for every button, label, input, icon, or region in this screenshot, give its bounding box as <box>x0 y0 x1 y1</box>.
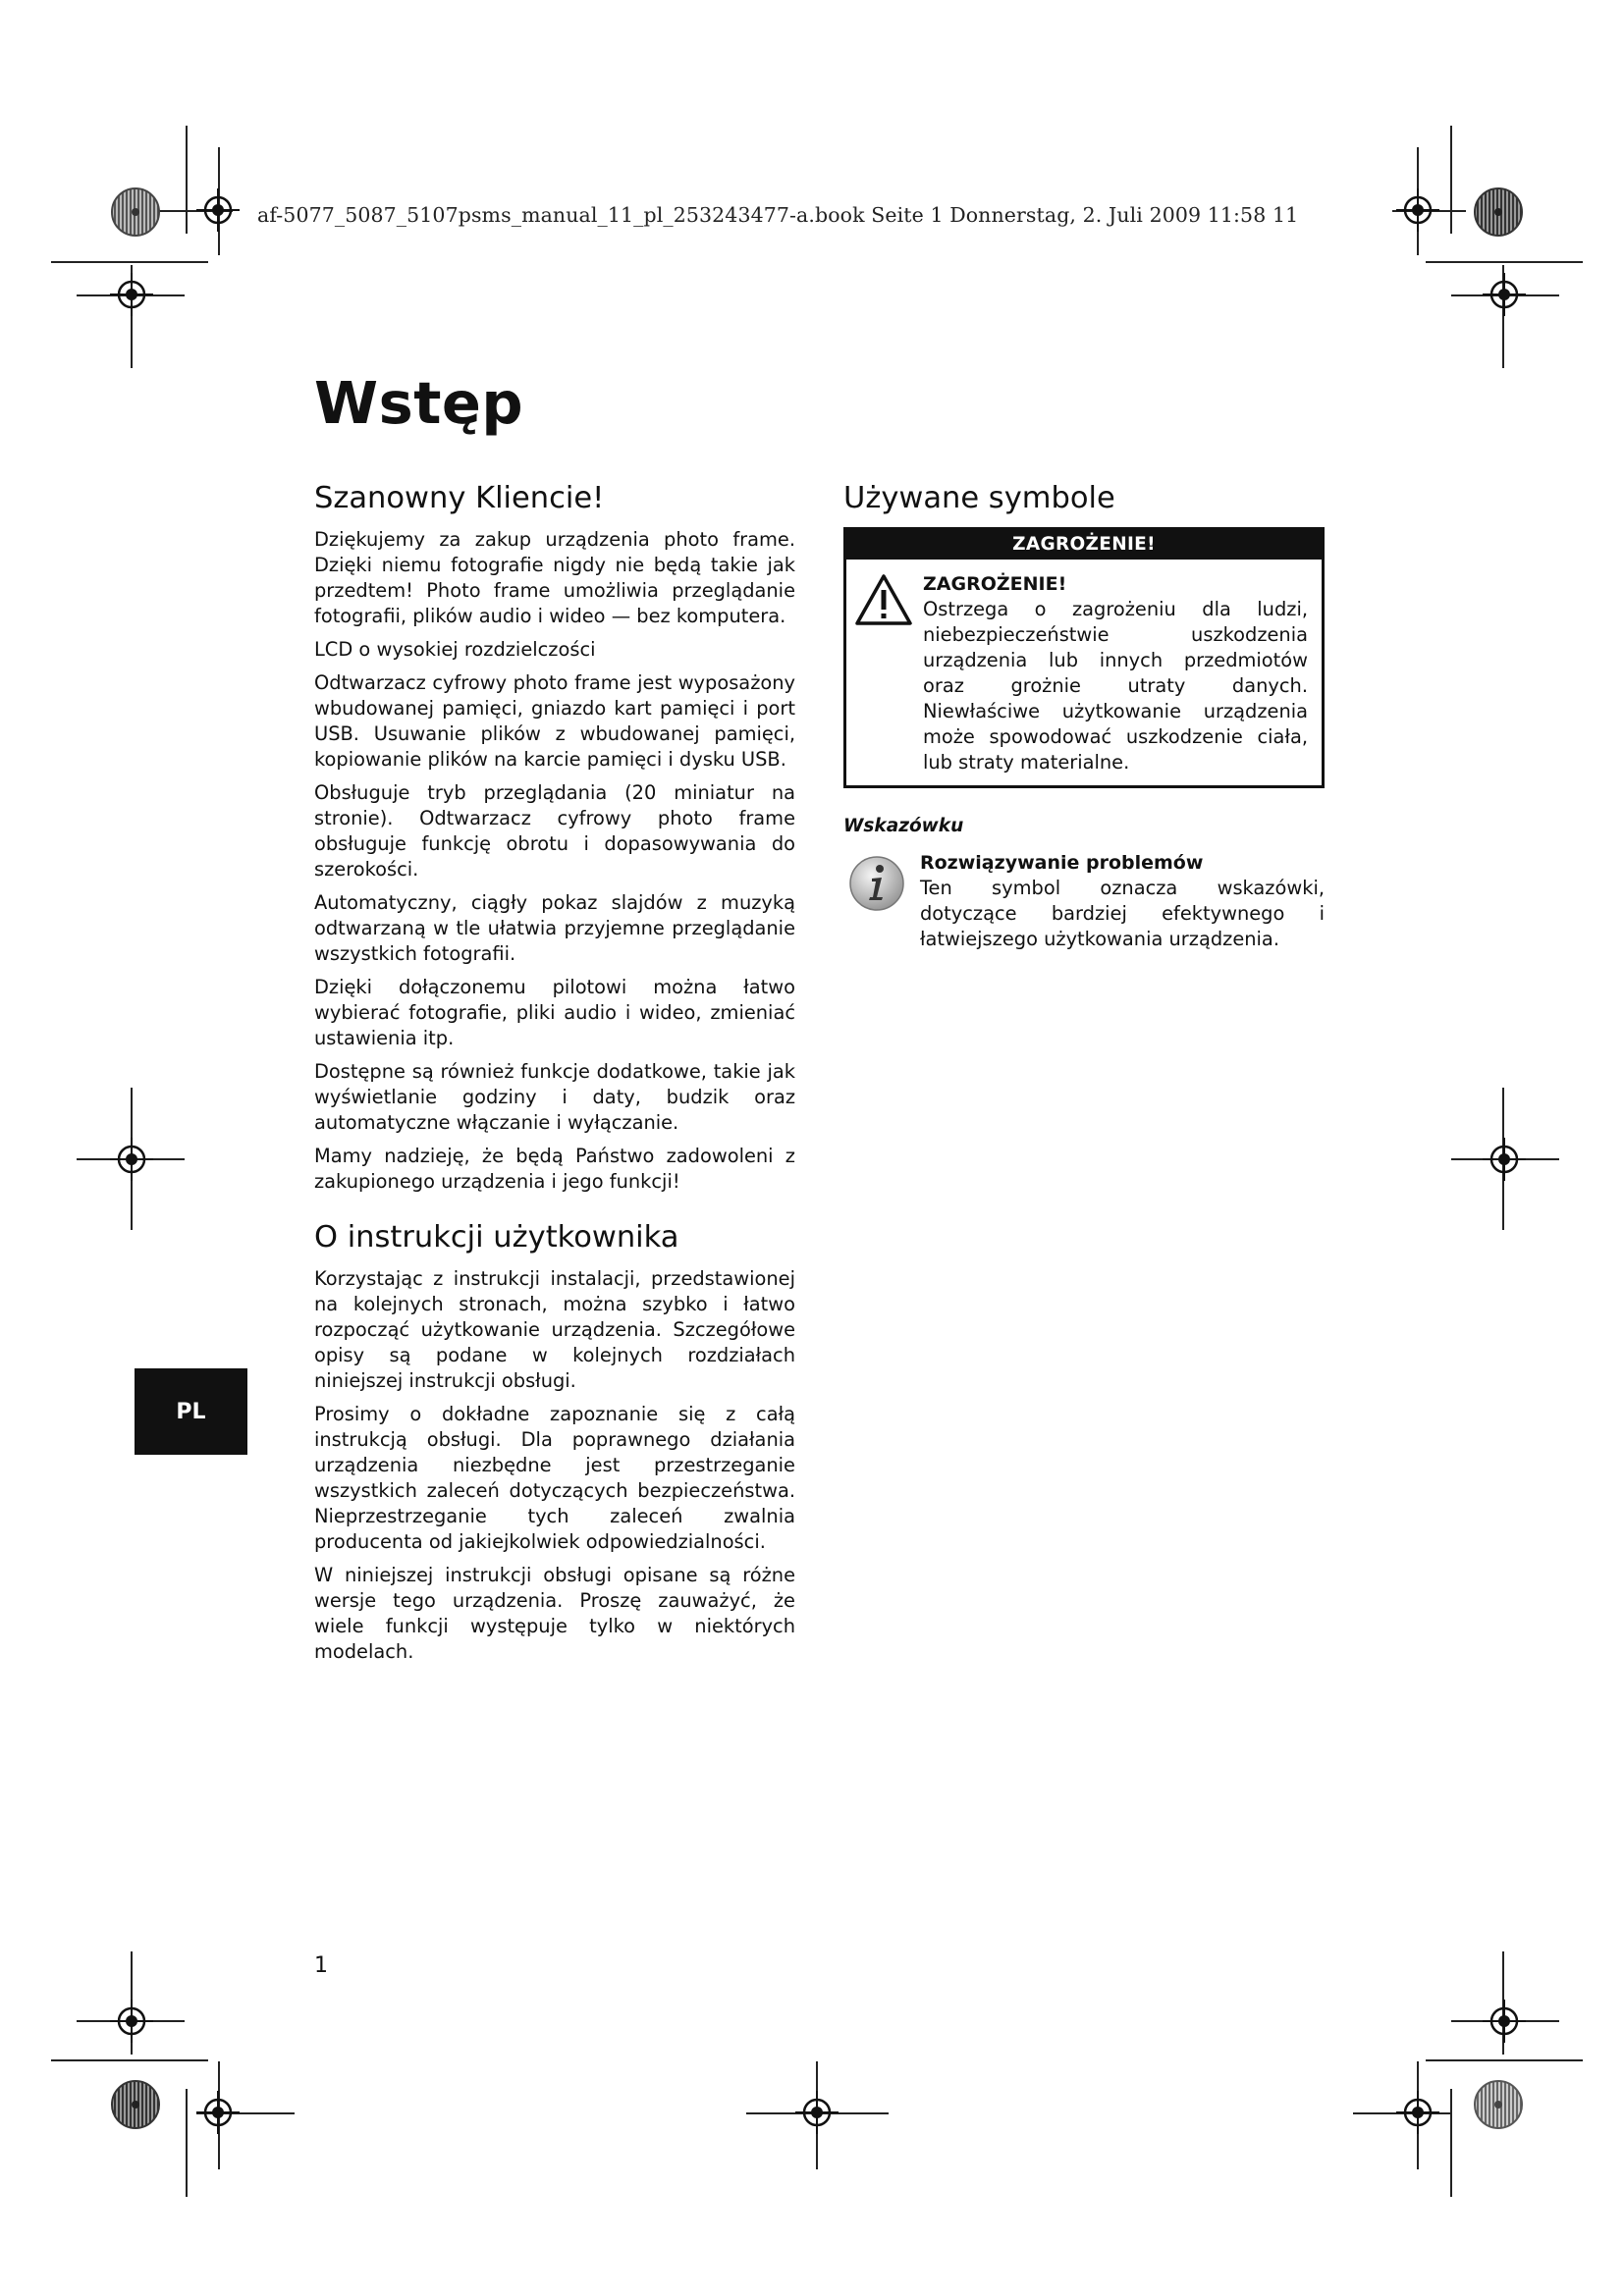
color-rosette-icon <box>110 2079 161 2130</box>
registration-mark-icon <box>110 1138 153 1181</box>
registration-mark-icon <box>1483 1138 1526 1181</box>
warning-bar: ZAGROŻENIE! <box>846 530 1322 560</box>
registration-mark-icon <box>196 2091 240 2134</box>
paragraph: Prosimy o dokładne zapoznanie się z całą instrukcją obsługi. Dla poprawnego działania urządzenia niezbędne jest przestrzeganie wszystkich zaleceń dotyczących bezpieczeństwa. Nieprzestrzeganie tych zaleceń zwalnia producenta od jakiejkolwiek odpowiedzialności. <box>314 1403 795 1553</box>
book-header: af-5077_5087_5107psms_manual_11_pl_253243477-a.book Seite 1 Donnerstag, 2. Juli 2009 11:58 11 <box>257 203 1299 227</box>
warning-title: ZAGROŻENIE! <box>923 573 1067 595</box>
section-heading: Używane symbole <box>843 481 1115 515</box>
right-column <box>843 481 1325 952</box>
registration-mark-icon <box>1396 2091 1439 2134</box>
color-rosette-icon <box>1473 2079 1524 2130</box>
paragraph: Dostępne są również funkcje dodatkowe, takie jak wyświetlanie godziny i daty, budzik oraz automatyczne włączanie i wyłączanie. <box>314 1060 795 1134</box>
section-heading: Szanowny Kliencie! <box>314 481 605 515</box>
page-number: 1 <box>314 1953 328 1978</box>
paragraph: Dzięki dołączonemu pilotowi można łatwo wybierać fotografie, pliki audio i wideo, zmieniać ustawienia itp. <box>314 976 795 1049</box>
page-title: Wstęp <box>314 369 524 437</box>
info-circle-icon <box>847 854 906 913</box>
paragraph: Obsługuje tryb przeglądania (20 miniatur na stronie). Odtwarzacz cyfrowy photo frame obsługuje funkcję obrotu i dopasowywania do szerokości. <box>314 781 795 881</box>
registration-mark-icon <box>1483 273 1526 316</box>
crop-mark <box>51 2059 208 2061</box>
left-column <box>314 481 795 1673</box>
paragraph: Dziękujemy za zakup urządzenia photo frame. Dzięki niemu fotografie nigdy nie będą takie jak przedtem! Photo frame umożliwia przeglądanie fotografii, plików audio i wideo — bez komputera. <box>314 528 795 627</box>
warning-body <box>846 560 1322 785</box>
paragraph: W niniejszej instrukcji obsługi opisane są różne wersje tego urządzenia. Proszę zauważyć, że wiele funkcji występuje tylko w niektórych modelach. <box>314 1564 795 1663</box>
language-tab: PL <box>135 1368 247 1455</box>
warning-triangle-icon <box>854 573 913 626</box>
warning-box <box>843 527 1325 788</box>
tip-title: Rozwiązywanie problemów <box>920 852 1204 874</box>
crop-mark <box>51 261 208 263</box>
paragraph: Odtwarzacz cyfrowy photo frame jest wyposażony wbudowanej pamięci, gniazdo kart pamięci i port USB. Usuwanie plików z wbudowanej pamięci, kopiowanie plików na karcie pamięci i dysku USB. <box>314 671 795 771</box>
registration-mark-icon <box>795 2091 839 2134</box>
crop-mark <box>1426 2059 1583 2061</box>
registration-mark-icon <box>1483 2000 1526 2043</box>
paragraph: Automatyczny, ciągły pokaz slajdów z muzyką odtwarzaną w tle ułatwia przyjemne przeglądanie wszystkich fotografii. <box>314 891 795 965</box>
crop-mark <box>1450 126 1452 234</box>
crop-mark <box>1426 261 1583 263</box>
warning-text: Ostrzega o zagrożeniu dla ludzi, niebezpieczeństwie uszkodzenia urządzenia lub innych przedmiotów oraz grożnie utraty danych. Niewłaściwe użytkowanie urządzenia może spowodować uszkodzenie ciała, lub straty materialne. <box>923 598 1308 774</box>
color-rosette-icon <box>110 187 161 238</box>
section-heading: O instrukcji użytkownika <box>314 1220 679 1255</box>
crop-mark <box>1450 2089 1452 2197</box>
registration-mark-icon <box>1396 188 1439 232</box>
registration-mark-icon <box>110 2000 153 2043</box>
paragraph: LCD o wysokiej rozdzielczości <box>314 638 596 661</box>
crop-mark <box>186 126 188 234</box>
registration-mark-icon <box>196 188 240 232</box>
crop-mark <box>186 2089 188 2197</box>
paragraph: Mamy nadzieję, że będą Państwo zadowoleni z zakupionego urządzenia i jego funkcji! <box>314 1145 795 1193</box>
tip-block <box>843 850 1325 952</box>
color-rosette-icon <box>1473 187 1524 238</box>
tip-text: Ten symbol oznacza wskazówki, dotyczące bardziej efektywnego i łatwiejszego użytkowania urządzenia. <box>920 877 1325 950</box>
paragraph: Korzystając z instrukcji instalacji, przedstawionej na kolejnych stronach, można szybko i łatwo rozpocząć użytkowanie urządzenia. Szczegółowe opisy są podane w kolejnych rozdziałach niniejszej instrukcji obsługi. <box>314 1267 795 1392</box>
tip-heading: Wskazówku <box>843 816 964 836</box>
registration-mark-icon <box>110 273 153 316</box>
